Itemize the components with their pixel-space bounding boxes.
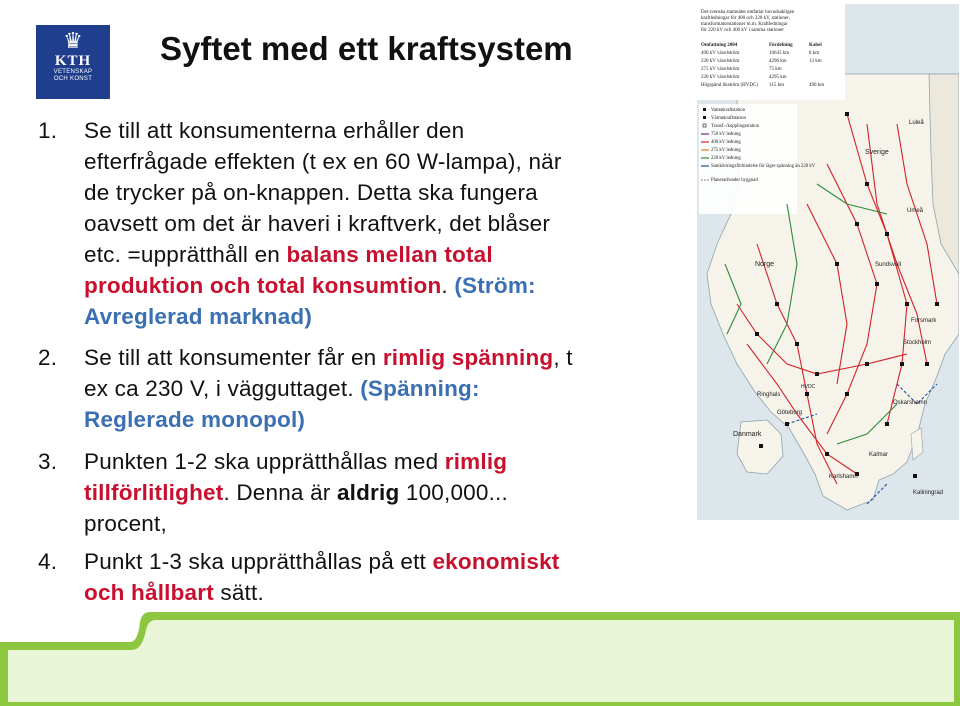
label-norge: Norge (755, 261, 775, 268)
list-line: Punkt 1-3 ska upprätthållas på ett ekonomiskt (84, 549, 560, 574)
map-header-line: Det svenska stamnätet omfattar huvudsakligen (701, 10, 795, 15)
highlight-reliability: tillförlitlighet (84, 480, 224, 505)
map-table-cell: 275 kV växelström (701, 67, 740, 72)
list-line: Se till att konsumenter får en rimlig spänning, t (84, 345, 573, 370)
emphasis-aldrig: aldrig (336, 480, 400, 505)
legend-item: 275 kV ledning (711, 148, 741, 153)
note-monopol: Reglerade monopol) (84, 407, 306, 432)
logo-line-2: OCH KONST (53, 76, 93, 82)
legend-item: 220 kV ledning (711, 156, 741, 161)
highlight-rimlig: rimlig (444, 449, 508, 474)
list-item-3 (38, 446, 698, 539)
map-header-line: transformatorstationer m.m. Kraftledningar (701, 22, 788, 27)
label-forsmark: Forsmark (911, 318, 937, 324)
label-hvdc: HVDC (801, 384, 816, 390)
legend-item: 750 kV ledning (711, 132, 741, 137)
label-umea: Umeå (907, 208, 924, 214)
label-oskarshamn: Oskarshamn (893, 400, 928, 406)
list-number: 2. (38, 345, 58, 370)
list-line: Se till att konsumenterna erhåller den (84, 118, 465, 143)
page-title: Syftet med ett kraftsystem (160, 30, 573, 67)
map-table-cell: 75 km (769, 67, 782, 72)
logo-line-1: VETENSKAP (53, 69, 93, 75)
list-line: procent, (84, 511, 167, 536)
list-item-1 (38, 115, 698, 332)
list-line: etc. =upprätthåll en balans mellan total (84, 242, 493, 267)
map-table-cell: 4295 km (769, 75, 787, 80)
label-ringhals: Ringhals (757, 392, 781, 398)
highlight-sustainable: och hållbart (84, 580, 214, 605)
logo-name: KTH (54, 53, 92, 69)
label-lulea: Luleå (909, 120, 924, 126)
list-line: tillförlitlighet. Denna är aldrig 100,000... (84, 480, 508, 505)
list-number: 3. (38, 449, 58, 474)
note-strom: (Ström: (454, 273, 536, 298)
map-table-cell: 13 km (809, 59, 822, 64)
map-table-cell: 220 kV växelström (701, 75, 740, 80)
map-table-cell: 400 kV växelström (701, 51, 740, 56)
list-line: efterfrågade effekten (t ex en 60 W-lampa), när (84, 149, 562, 174)
legend-item: Samkörningsförbindelse för lägre spänning än 220 kV (711, 164, 816, 169)
map-table-cell: 490 km (809, 83, 825, 88)
map-table-header: Omfattning 2004 (701, 43, 738, 48)
map-table-cell: 220 kV växelström (701, 59, 740, 64)
label-goteborg: Göteborg (777, 410, 803, 416)
highlight-voltage: rimlig spänning (382, 345, 554, 370)
label-danmark: Danmark (733, 431, 762, 438)
list-line: oavsett om det är haveri i kraftverk, det blåser (84, 211, 551, 236)
highlight-production: produktion och total konsumtion (84, 273, 442, 298)
label-stockholm: Stockholm (903, 340, 932, 346)
note-spanning: (Spänning: (360, 376, 480, 401)
map-table-header: Fördelning (769, 43, 793, 48)
legend-item: Vattenkraftstation (711, 108, 746, 113)
label-sundsvall: Sundsvall (875, 262, 902, 268)
label-kaliningrad: Kaliningrad (913, 490, 944, 496)
legend-item: 400 kV ledning (711, 140, 741, 145)
highlight-economic: ekonomiskt (432, 549, 560, 574)
list-line: produktion och total konsumtion. (Ström: (84, 273, 536, 298)
highlight-balance: balans mellan total (286, 242, 493, 267)
legend-item: Transf.-/kopplingsstation (711, 124, 760, 129)
label-kalmar: Kalmar (869, 452, 889, 458)
map-table-cell: 8 km (809, 51, 820, 56)
list-line (84, 404, 698, 435)
list-line: ex ca 230 V, i vägguttaget. (Spänning: (84, 376, 480, 401)
list-line (84, 301, 698, 332)
map-header-line: kraftledningar för 400 och 220 kV, stationer, (701, 16, 790, 21)
label-karlshamn: Karlshamn (829, 474, 858, 480)
list-line: de trycker på on-knappen. Detta ska fungera (84, 180, 538, 205)
map-graphic (697, 4, 959, 520)
map-table-header: Kabel (809, 43, 822, 48)
crown-icon: ♛ (63, 28, 83, 53)
label-sverige: Sverige (865, 149, 889, 156)
map-table-cell: 10643 km (769, 51, 790, 56)
legend-item: Värmekraftstation (711, 116, 746, 121)
list-line: och hållbart sätt. (84, 580, 264, 605)
power-grid-map (697, 4, 959, 520)
note-avreglerad: Avreglerad marknad) (84, 304, 313, 329)
map-table-cell: 115 km (769, 83, 784, 88)
list-line: Punkten 1-2 ska upprätthållas med rimlig (84, 449, 508, 474)
footer-decoration (0, 612, 960, 706)
map-table-cell: 4296 km (769, 59, 787, 64)
legend-item: Planerad/under byggnad (711, 178, 758, 183)
list-number: 1. (38, 118, 58, 143)
map-table-cell: Högspänd likström (HVDC) (701, 83, 758, 88)
map-header-line: för 220 kV och 400 kV i samma stationer (701, 28, 784, 33)
list-number: 4. (38, 549, 58, 574)
list-item-2 (38, 342, 698, 435)
list-item-4 (38, 546, 698, 608)
